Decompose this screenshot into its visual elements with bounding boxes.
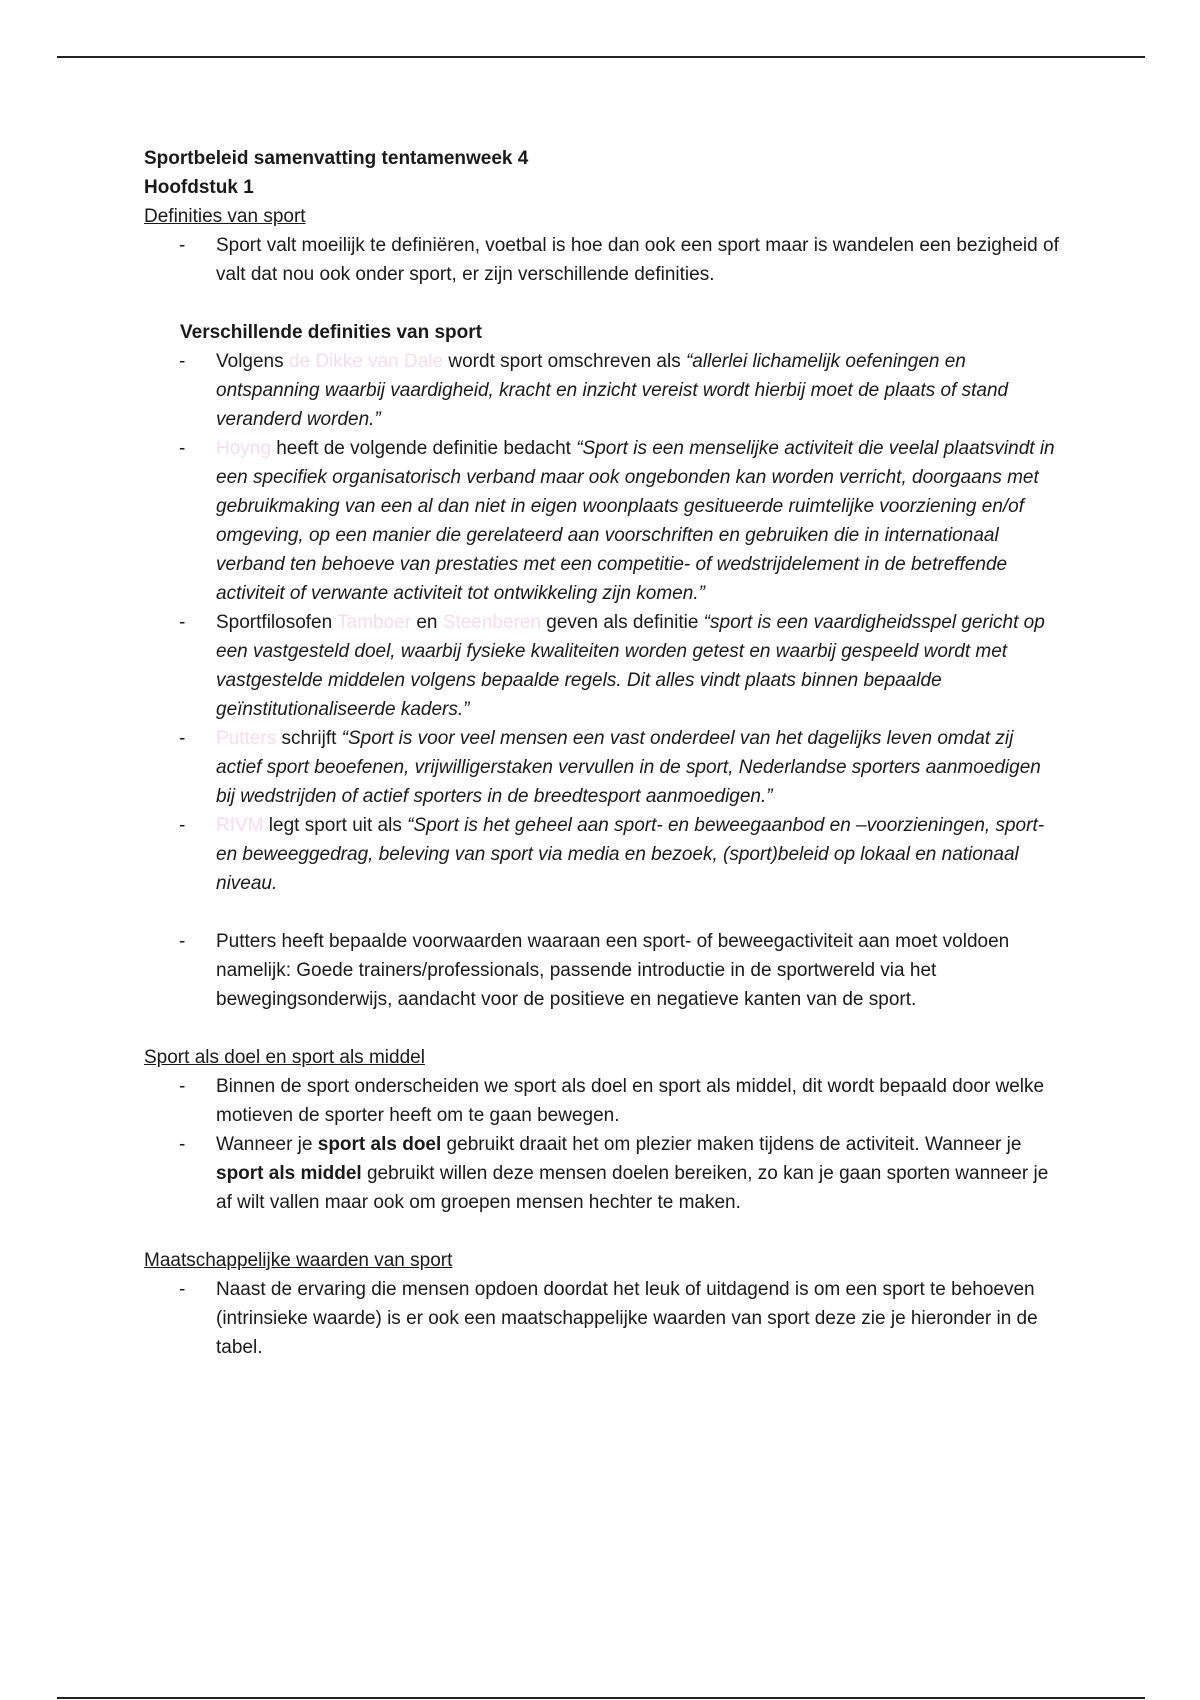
text-run: Wanneer je <box>216 1134 318 1155</box>
term-sport-als-middel: sport als middel <box>216 1163 362 1184</box>
list-item: - Putters heeft bepaalde voorwaarden waaraan een sport- of beweegactiviteit aan moet voldoen namelijk: Goede trainers/professionals, passende introductie in de sportwereld via het bewegingsonderwijs, aandacht voor de positieve en negatieve kanten van de sport. <box>216 927 1064 1014</box>
source-tamboer: Tamboer <box>337 612 412 633</box>
definition-quote: “allerlei lichamelijk oefeningen en ontspanning waarbij vaardigheid, kracht en inzicht vereist wordt hierbij moet de plaats of stand veranderd worden.” <box>216 351 1009 430</box>
chapter-title: Hoofdstuk 1 <box>144 177 254 198</box>
section-heading-maatschappelijke-waarden: Maatschappelijke waarden van sport <box>144 1250 453 1271</box>
document-title: Sportbeleid samenvatting tentamenweek 4 <box>144 148 529 169</box>
putters-conditions-list <box>144 927 1064 1014</box>
top-rule <box>57 56 1145 58</box>
definition-pre: Volgens <box>216 351 289 372</box>
definition-quote: “Sport is het geheel aan sport- en beweegaanbod en –voorzieningen, sport- en beweeggedrag, beleving van sport via media en bezoek, (sport)beleid op lokaal en nationaal niveau. <box>216 815 1045 894</box>
definition-and: en <box>411 612 443 633</box>
document-page <box>144 144 1064 1362</box>
list-item: - Naast de ervaring die mensen opdoen doordat het leuk of uitdagend is om een sport te behoeven (intrinsieke waarde) is er ook een maatschappelijke waarden van sport deze zie je hieronder in de tabel. <box>216 1275 1064 1362</box>
definities-intro-list <box>144 231 1064 289</box>
definitions-list <box>144 347 1064 898</box>
definition-mid: legt sport uit als <box>263 815 408 836</box>
doel-middel-list <box>144 1072 1064 1217</box>
source-steenberen: Steenberen <box>442 612 541 633</box>
definition-pre: Sportfilosofen <box>216 612 338 633</box>
text-run: gebruikt willen deze mensen doelen bereiken, zo kan je gaan sporten wanneer je af wilt vallen maar ook om groepen mensen hechter te maken. <box>216 1163 1049 1213</box>
definition-quote: “Sport is voor veel mensen een vast onderdeel van het dagelijks leven omdat zij actief sport beoefenen, vrijwilligerstaken vervullen in de sport, Nederlandse sporters aanmoedigen bij wedstrijden of actief sporters in de breedtesport aanmoedigen.” <box>216 728 1041 807</box>
source-hoyng: Hoyng <box>216 438 271 459</box>
definition-mid: wordt sport omschreven als <box>443 351 686 372</box>
definition-item-hoyng <box>216 434 1064 608</box>
definition-mid: heeft de volgende definitie bedacht <box>270 438 577 459</box>
subheading-verschillende-definities: Verschillende definities van sport <box>180 322 482 343</box>
term-sport-als-doel: sport als doel <box>317 1134 442 1155</box>
definition-quote: “sport is een vaardigheidsspel gericht op een vastgesteld doel, waarbij fysieke kwaliteiten worden getest en waarbij gespeeld wordt met vastgestelde middelen volgens bepaalde regels. Dit alles vindt plaats binnen bepaalde geïnstitutionaliseerde kaders.” <box>216 612 1045 720</box>
definition-item-sportfilosofen <box>216 608 1064 724</box>
definition-mid: geven als definitie <box>541 612 704 633</box>
text-run: gebruikt draait het om plezier maken tijdens de activiteit. Wanneer je <box>441 1134 1022 1155</box>
list-item: - Sport valt moeilijk te definiëren, voetbal is hoe dan ook een sport maar is wandelen een bezigheid of valt dat nou ook onder sport, er zijn verschillende definities. <box>216 231 1064 289</box>
maatschappelijke-waarden-list <box>144 1275 1064 1362</box>
section-heading-definities: Definities van sport <box>144 206 306 227</box>
definition-item-putters <box>216 724 1064 811</box>
definition-mid: schrijft <box>276 728 342 749</box>
definition-item-rivm <box>216 811 1064 898</box>
list-item: - Binnen de sport onderscheiden we sport als doel en sport als middel, dit wordt bepaald door welke motieven de sporter heeft om te gaan bewegen. <box>216 1072 1064 1130</box>
source-dikke-van-dale: de Dikke van Dale <box>288 351 444 372</box>
source-rivm: RIVM <box>216 815 264 836</box>
source-putters: Putters <box>216 728 277 749</box>
definition-item-dikke-van-dale <box>216 347 1064 434</box>
list-item <box>216 1130 1064 1217</box>
bottom-rule <box>57 1697 1145 1699</box>
section-heading-doel-middel: Sport als doel en sport als middel <box>144 1047 425 1068</box>
definition-quote: “Sport is een menselijke activiteit die veelal plaatsvindt in een specifiek organisatorisch verband maar ook ongebonden kan worden verricht, doorgaans met gebruikmaking van een al dan niet in eigen woonplaats gesitueerde ruimtelijke voorziening en/of omgeving, op een manier die gerelateerd aan voorschriften en gebruiken die in internationaal verband ten behoeve van prestaties met een competitie- of wedstrijdelement in de betreffende activiteit of verwante activiteit tot ontwikkeling zijn komen.” <box>216 438 1055 604</box>
